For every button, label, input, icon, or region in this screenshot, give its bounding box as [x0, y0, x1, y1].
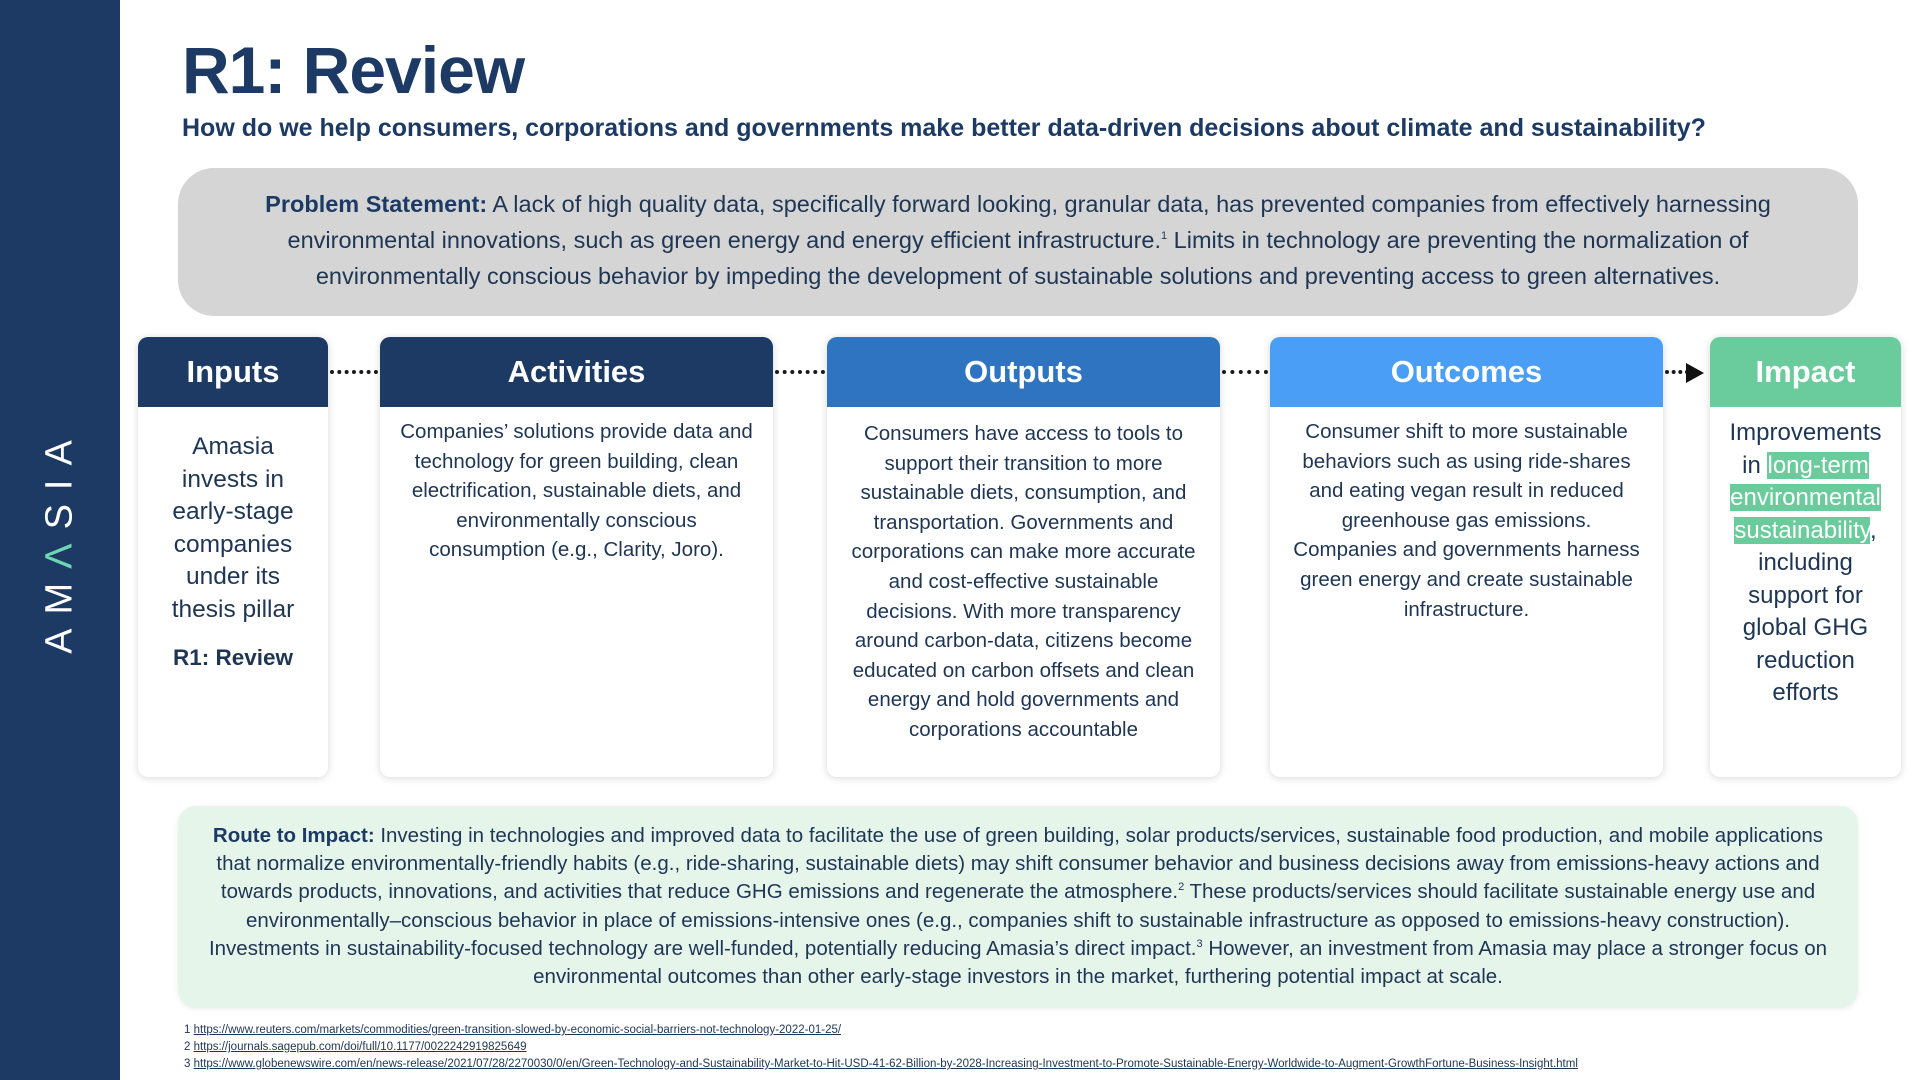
- impact-body: [1710, 407, 1901, 710]
- inputs-body: [138, 407, 328, 675]
- impact-highlight: long-term environmental sustainability: [1730, 451, 1881, 544]
- activities-card: [380, 337, 773, 777]
- footnote-1: [184, 1022, 1578, 1039]
- outputs-header: Outputs: [827, 337, 1220, 407]
- footnotes: [184, 1022, 1578, 1073]
- logo-text-end: SIA: [38, 426, 81, 530]
- impact-card: [1710, 337, 1901, 777]
- route-to-impact-box: [178, 806, 1858, 1008]
- activities-header: Activities: [380, 337, 773, 407]
- page-title: R1: Review: [182, 33, 525, 107]
- route-text-2: These products/services should facilitate sustainable energy use and environmentally–conscious behavior in place of emissions-intensive ones (e.g., companies shift to sustainable infrastructure as opposed to emissions-heavy construction). Investments in sustainability-focused technology are well-funded, potentially reducing Amasia’s direct impact.: [208, 880, 1816, 960]
- impact-text-end: , including support for global GHG reduction efforts: [1742, 516, 1877, 706]
- footnote-link-1[interactable]: https://www.reuters.com/markets/commodities/green-transition-slowed-by-economic-social-barriers-not-technology-2022-01-25/: [193, 1024, 842, 1036]
- outcomes-header: Outcomes: [1270, 337, 1663, 407]
- outputs-card: [827, 337, 1220, 777]
- problem-statement-text-2: Limits in technology are preventing the normalization of environmentally conscious behavior by impeding the development of sustainable solutions and preventing access to green alternatives.: [315, 227, 1749, 289]
- outputs-body: Consumers have access to tools to support their transition to more sustainable diets, consumption, and transportation. Governments and corporations can make more accurate and cost-effective sustainable decisions. With more transparency around carbon-data, citizens become educated on carbon offsets and clean energy and hold governments and corporations accountable: [851, 422, 1196, 741]
- footnote-ref-3: 3: [1196, 937, 1203, 950]
- footnote-2: [184, 1039, 1578, 1056]
- footnote-number: 2: [184, 1041, 191, 1053]
- logo-text-start: AM: [38, 568, 81, 654]
- footnote-ref-2: 2: [1178, 881, 1185, 894]
- footnote-3: [184, 1056, 1578, 1073]
- activities-body: Companies’ solutions provide data and technology for green building, clean electrification, sustainable diets, and environmentally conscious consumption (e.g., Clarity, Joro).: [400, 420, 753, 562]
- amasia-logo: [39, 426, 82, 654]
- connector-dots-2: [775, 370, 825, 374]
- problem-statement-text-1: A lack of high quality data, specifically forward looking, granular data, has prevented companies from effectively harnessing environmental innovations, such as green energy and energy efficient infrastructure.: [287, 191, 1771, 253]
- route-to-impact-label: Route to Impact:: [212, 824, 375, 847]
- inputs-tag: R1: Review: [172, 645, 294, 670]
- footnote-number: 3: [184, 1058, 191, 1070]
- outcomes-body: Consumer shift to more sustainable behaviors such as using ride-shares and eating vegan result in reduced greenhouse gas emissions. Companies and governments harness green energy and create sustainable infrastructure.: [1293, 420, 1640, 621]
- connector-dots-3: [1222, 370, 1268, 374]
- route-text-3: However, an investment from Amasia may place a stronger focus on environmental outcomes than other early-stage investors in the market, furthering potential impact at scale.: [533, 936, 1828, 989]
- arrow-right-icon: [1686, 363, 1704, 383]
- footnote-ref-1: 1: [1161, 230, 1168, 243]
- inputs-text: Amasia invests in early-stage companies under its thesis pillar: [171, 433, 295, 623]
- problem-statement-box: [178, 168, 1858, 316]
- connector-dots-1: [330, 370, 378, 374]
- outcomes-card: [1270, 337, 1663, 777]
- page-subtitle: How do we help consumers, corporations and governments make better data-driven decisions about climate and sustainability?: [182, 114, 1706, 142]
- footnote-link-3[interactable]: https://www.globenewswire.com/en/news-release/2021/07/28/2270030/0/en/Green-Technology-and-Sustainability-Market-to-Hit-USD-41-62-Billion-by-2028-Increasing-Investment-to-Promote-Sustainable-Energy-Worldwide-to-Augment-GrowthFortune-Business-Insight.html: [193, 1058, 1578, 1070]
- problem-statement-label: Problem Statement:: [265, 191, 488, 217]
- impact-text-start: Improvements in: [1729, 419, 1882, 479]
- impact-header: Impact: [1710, 337, 1901, 407]
- route-text-1: Investing in technologies and improved data to facilitate the use of green building, solar products/services, sustainable food production, and mobile applications that normalize environmentally-friendly habits (e.g., ride-sharing, sustainable diets) may shift consumer behavior and business decisions away from emissions-heavy actions and towards products, innovations, and activities that reduce GHG emissions and regenerate the atmosphere.: [216, 824, 1824, 904]
- logo-text-accent: Λ: [38, 529, 81, 569]
- inputs-header: Inputs: [138, 337, 328, 407]
- footnote-number: 1: [184, 1024, 191, 1036]
- sidebar: [0, 0, 120, 1080]
- footnote-link-2[interactable]: https://journals.sagepub.com/doi/full/10.1177/0022242919825649: [193, 1041, 527, 1053]
- inputs-card: [138, 337, 328, 777]
